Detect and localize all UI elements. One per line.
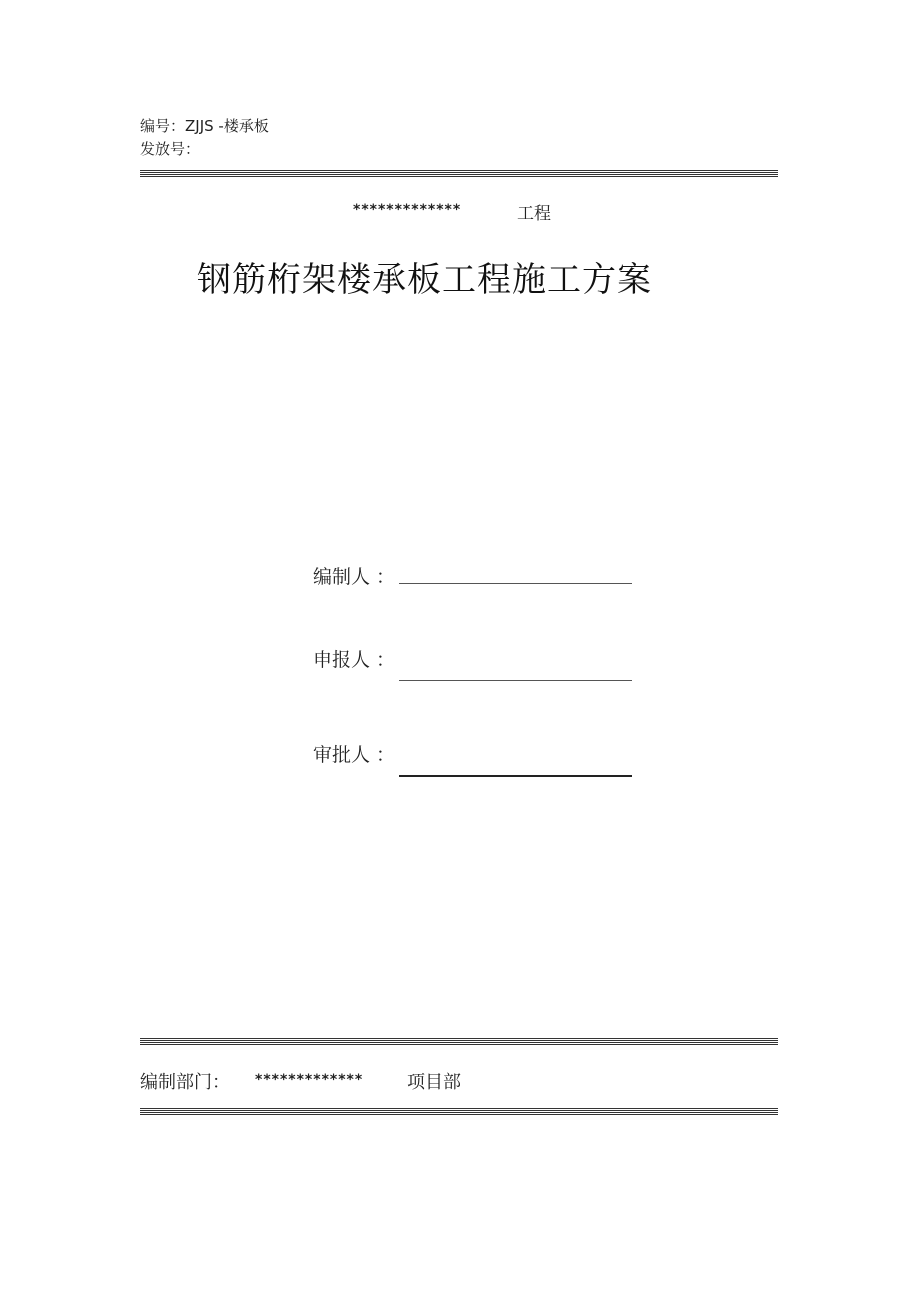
project-suffix: 工程 bbox=[517, 204, 551, 224]
compiler-label: 编制人 ： bbox=[313, 566, 396, 588]
applicant-label: 申报人 ： bbox=[313, 649, 396, 671]
footer-divider-top bbox=[140, 1038, 778, 1046]
applicant-signature-line[interactable] bbox=[399, 680, 632, 681]
document-number bbox=[140, 117, 269, 135]
compiler-signature-line[interactable] bbox=[399, 583, 632, 584]
issue-number-label: 发放号： bbox=[140, 140, 201, 158]
department-suffix: 项目部 bbox=[407, 1072, 461, 1093]
top-divider bbox=[140, 170, 778, 178]
page-title: 钢筋桁架楼承板工程施工方案 bbox=[197, 260, 652, 300]
project-name bbox=[353, 199, 461, 219]
footer-divider-bottom bbox=[140, 1108, 778, 1116]
approver-label: 审批人 ： bbox=[313, 744, 396, 766]
department-name bbox=[255, 1068, 363, 1089]
issue-number bbox=[140, 140, 200, 158]
department-label: 编制部门： bbox=[140, 1072, 230, 1093]
document-number-value: ZJJS -楼承板 bbox=[185, 117, 269, 135]
approver-signature-line[interactable] bbox=[399, 775, 632, 777]
project-name-placeholder: ************* bbox=[353, 202, 462, 218]
department-name-placeholder: ************* bbox=[255, 1072, 364, 1088]
document-number-label: 编号： bbox=[140, 117, 186, 135]
